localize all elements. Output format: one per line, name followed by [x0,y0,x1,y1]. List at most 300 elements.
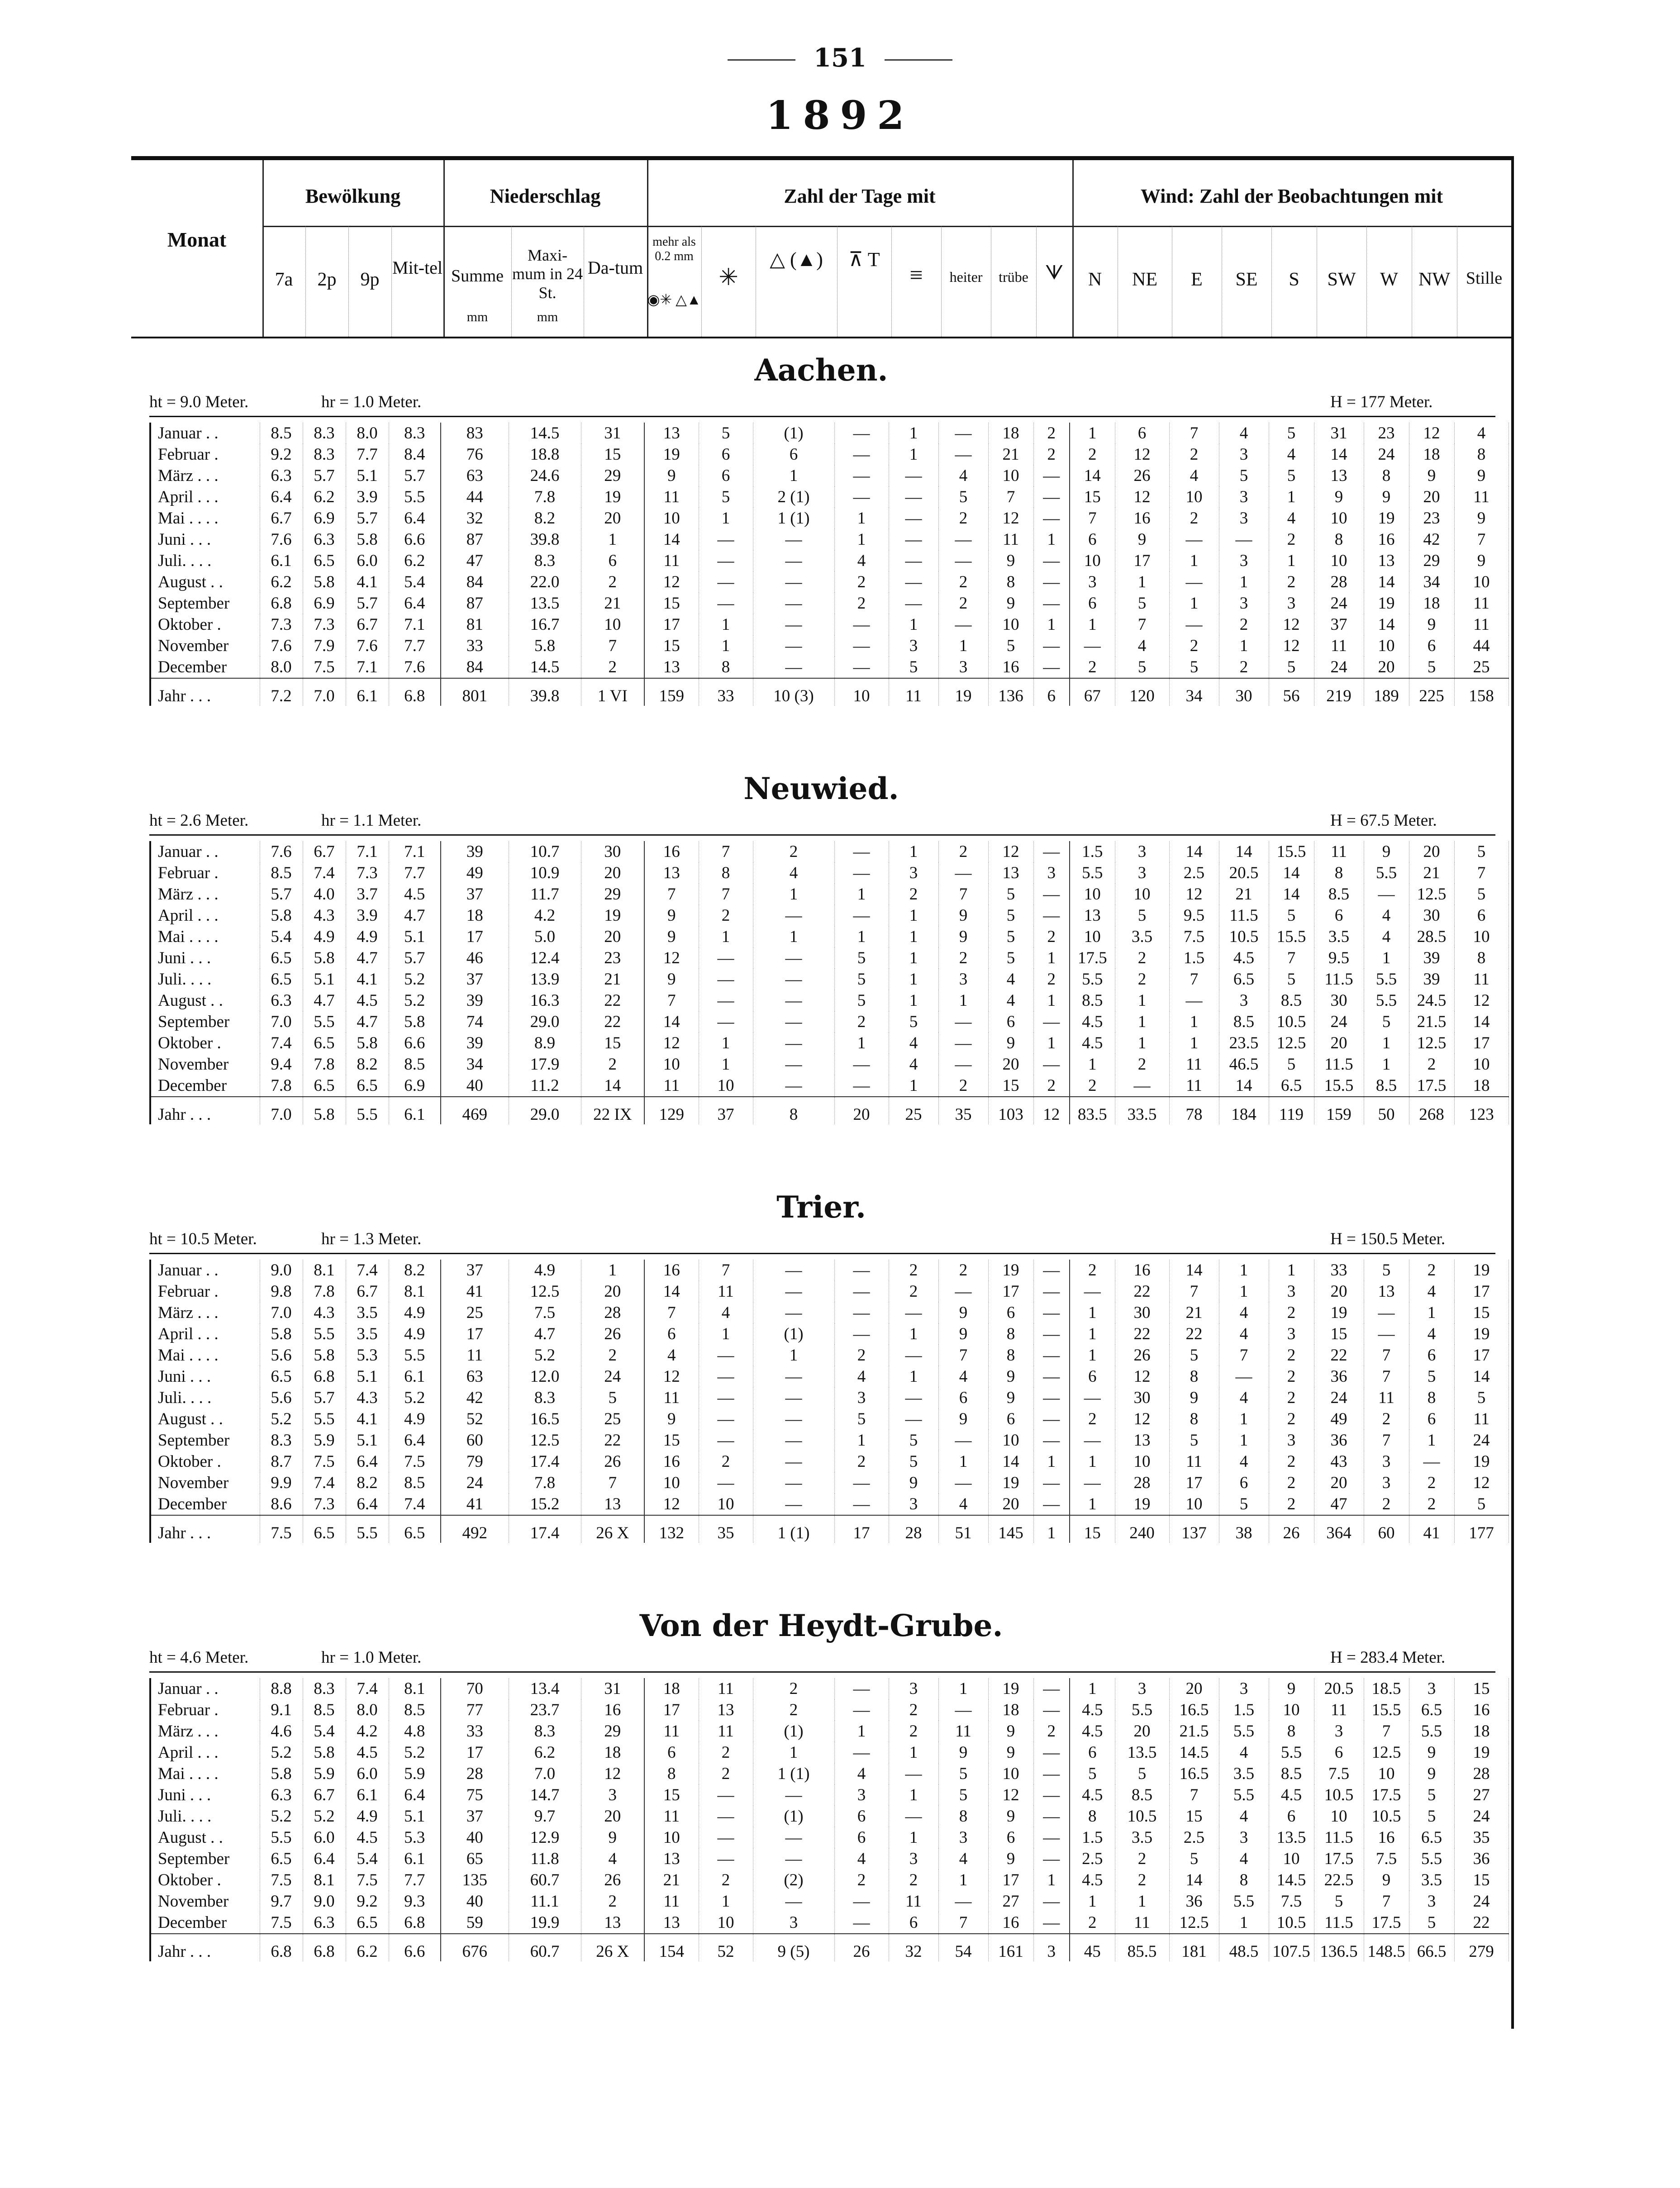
table-cell: — [889,593,938,614]
table-cell: 24.6 [509,465,581,486]
table-cell: 21 [644,1869,699,1891]
month-label: Januar . . [151,841,260,862]
table-row [151,635,1509,656]
table-cell: 15.5 [1364,1699,1409,1721]
table-cell: 17.9 [509,1054,581,1075]
table-cell: 19 [1314,1302,1364,1323]
table-cell: — [1033,1054,1070,1075]
table-cell: — [753,1387,834,1408]
table-cell: 29.0 [509,1011,581,1032]
table-row [151,1075,1509,1097]
table-cell: 17 [644,1699,699,1721]
table-cell: 1 [834,1032,889,1054]
table-cell: 22 [581,1430,644,1451]
table-cell: — [753,990,834,1011]
table-cell: — [834,1302,889,1323]
table-cell: 1 [834,508,889,529]
table-cell: 2 [1169,508,1219,529]
table-cell: 3 [889,1494,938,1515]
table-cell: 4 [1219,1387,1269,1408]
table-cell: 1 [938,1869,988,1891]
table-cell: 5 [889,1451,938,1472]
table-cell: 1 [1219,1408,1269,1430]
table-cell: 4.5 [1070,1011,1115,1032]
table-cell: — [753,1472,834,1494]
snow-icon: ✳ [719,265,738,290]
table-cell: 2 [581,1054,644,1075]
table-cell: — [938,1054,988,1075]
table-cell: 5.2 [260,1408,303,1430]
table-cell: 8.0 [346,423,389,444]
table-cell: 9 [1364,1869,1409,1891]
table-cell: 5 [1219,465,1269,486]
table-cell: 2 [1269,1387,1314,1408]
table-cell: 11 [1169,1451,1219,1472]
table-cell: 136.5 [1314,1934,1364,1961]
table-cell: — [1033,884,1070,905]
table-cell: — [889,1345,938,1366]
table-cell: 9 [889,1472,938,1494]
header-wind-se: SE [1235,269,1258,290]
table-cell: 26 [581,1869,644,1891]
table-cell: 48.5 [1219,1934,1269,1961]
header-niederschlag: Niederschlag [490,185,601,207]
month-label: Mai . . . . [151,926,260,947]
table-cell: 20 [1314,1281,1364,1302]
table-cell: 39.8 [509,678,581,706]
table-row [151,1784,1509,1806]
table-cell: 11 [1454,486,1509,508]
table-cell: 4.5 [1269,1784,1314,1806]
table-cell: 145 [988,1515,1033,1543]
table-cell: 22 [581,1011,644,1032]
table-cell: 11 [889,1891,938,1912]
table-cell: 1 [699,1054,753,1075]
station-height: H = 177 Meter. [1330,393,1433,411]
table-cell: 5 [938,1763,988,1784]
table-cell: 5.5 [303,1408,346,1430]
table-cell: 18 [1409,444,1454,465]
month-label: Mai . . . . [151,508,260,529]
table-cell: 6.8 [260,1934,303,1961]
table-cell: 10 [1070,550,1115,571]
table-cell: 8.7 [260,1451,303,1472]
table-cell: 8 [699,862,753,884]
table-cell: 132 [644,1515,699,1543]
table-cell: 5 [1409,1784,1454,1806]
table-cell: 5.7 [389,465,441,486]
table-cell: 3 [1219,550,1269,571]
table-cell: 5.5 [1409,1848,1454,1869]
table-cell: 42 [441,1387,509,1408]
table-cell: 21 [1219,884,1269,905]
table-cell: 20 [988,1054,1033,1075]
table-cell: 13 [1364,550,1409,571]
table-cell: 4.5 [1219,947,1269,969]
table-cell: 22 [1115,1323,1169,1345]
table-cell: 5 [988,926,1033,947]
table-cell: 17 [834,1515,889,1543]
table-cell: 2 [1409,1054,1454,1075]
table-cell: 9 [1364,486,1409,508]
table-cell: 39.8 [509,529,581,550]
table-cell: 5.0 [509,926,581,947]
table-cell: 6.7 [346,1281,389,1302]
table-cell: 1 [889,1323,938,1345]
header-wind-w: W [1380,269,1398,290]
table-cell: 3 [1219,1678,1269,1699]
table-cell: 5.5 [1115,1699,1169,1721]
table-cell: 5.5 [1219,1721,1269,1742]
table-cell: — [938,1281,988,1302]
station-table [151,841,1509,1124]
table-cell: 8.5 [1070,990,1115,1011]
table-row [151,508,1509,529]
table-cell: 2 [1269,571,1314,593]
table-cell: 1 [889,1784,938,1806]
table-cell: 4 [753,862,834,884]
table-cell: 41 [441,1281,509,1302]
table-cell: 9 [988,1806,1033,1827]
table-cell: 4 [1219,1451,1269,1472]
month-label: Jahr . . . [151,678,260,706]
station-top-rule [149,1253,1495,1254]
table-cell: 364 [1314,1515,1364,1543]
table-cell: 6.9 [389,1075,441,1097]
table-row [151,1848,1509,1869]
table-cell: 4 [1219,1848,1269,1869]
table-cell: 77 [441,1699,509,1721]
month-label: Juli. . . . [151,550,260,571]
table-cell: 5.2 [303,1806,346,1827]
table-cell: 3.5 [1115,926,1169,947]
table-cell: 4.7 [346,947,389,969]
table-cell: 16 [1115,508,1169,529]
table-cell: 6.5 [260,969,303,990]
table-cell: 20 [581,1806,644,1827]
table-cell: 9 [1269,1678,1314,1699]
table-row [151,486,1509,508]
table-cell: 9 [1454,508,1509,529]
table-cell: 12 [1409,423,1454,444]
table-cell: 3 [1269,593,1314,614]
table-row [151,990,1509,1011]
table-cell: 9.8 [260,1281,303,1302]
table-cell: 25 [889,1097,938,1124]
table-cell: 14 [1219,1075,1269,1097]
table-cell: 5.4 [389,571,441,593]
table-cell: 4.2 [346,1721,389,1742]
table-cell: 34 [1409,571,1454,593]
table-cell: 2 [699,1742,753,1763]
table-cell: — [938,423,988,444]
table-cell: 7.5 [260,1869,303,1891]
table-cell: 17.4 [509,1515,581,1543]
table-cell: 13 [699,1699,753,1721]
table-cell: — [753,1451,834,1472]
table-cell: 37 [441,1806,509,1827]
year-total-row [151,1515,1509,1543]
table-cell: 11 [644,1891,699,1912]
table-cell: 12 [988,508,1033,529]
table-cell: 1 [699,614,753,635]
table-cell: 8.3 [509,1721,581,1742]
header-b9: 9p [360,269,380,290]
table-cell: 11.5 [1314,1054,1364,1075]
table-cell: — [889,571,938,593]
table-frame [131,156,1514,2029]
table-cell: 8 [1314,862,1364,884]
table-cell: 7 [938,1345,988,1366]
table-cell: 7.6 [389,656,441,678]
table-cell: 1 [1169,1032,1219,1054]
table-cell: — [938,444,988,465]
table-cell: 63 [441,1366,509,1387]
table-cell: 6.4 [389,593,441,614]
table-cell: 2 [1269,1366,1314,1387]
station-ht: ht = 9.0 Meter. [149,393,249,411]
table-cell: 10 [699,1494,753,1515]
table-cell: 7 [938,884,988,905]
table-cell: 7 [1169,969,1219,990]
table-cell: 14 [1314,444,1364,465]
table-cell: 26 [581,1323,644,1345]
table-cell: 2 [834,571,889,593]
table-cell: — [1219,1366,1269,1387]
table-cell: 4.1 [346,969,389,990]
table-cell: — [753,1827,834,1848]
table-cell: 10 [1364,635,1409,656]
table-cell: 8 [644,1763,699,1784]
table-cell: 23.5 [1219,1032,1269,1054]
month-label: Juli. . . . [151,1387,260,1408]
table-cell: 8.5 [389,1699,441,1721]
month-label: Juli. . . . [151,969,260,990]
table-cell: 5.5 [1364,862,1409,884]
table-cell: 78 [1169,1097,1219,1124]
table-cell: 2 [1269,1345,1314,1366]
table-cell: — [1033,486,1070,508]
fog-icon: ≡ [909,262,923,288]
table-cell: 46 [441,947,509,969]
table-cell: — [834,1699,889,1721]
table-cell: 7.1 [389,841,441,862]
table-cell: 8 [1454,947,1509,969]
table-cell: 4.5 [1070,1721,1115,1742]
table-cell: 1 [753,884,834,905]
table-cell: 5.4 [346,1848,389,1869]
table-cell: 7.5 [1364,1848,1409,1869]
table-cell: — [1033,1763,1070,1784]
table-cell: — [1033,1784,1070,1806]
table-cell: 7.7 [389,1869,441,1891]
table-cell: 5 [1314,1891,1364,1912]
table-cell: 6 [1070,593,1115,614]
table-cell: 29 [581,884,644,905]
table-cell: 22 [581,990,644,1011]
station-table [151,1678,1509,1961]
table-cell: 7 [699,1260,753,1281]
table-row [151,614,1509,635]
table-cell: 9 [938,926,988,947]
table-cell: — [1409,1451,1454,1472]
table-cell: 1 [889,614,938,635]
table-cell: 56 [1269,678,1314,706]
table-cell: 7.4 [346,1260,389,1281]
table-cell: 11 [1314,1699,1364,1721]
table-cell: 9 [988,550,1033,571]
table-cell: 1 [699,635,753,656]
table-cell: 11 [889,678,938,706]
table-cell: 1 [1115,1032,1169,1054]
table-cell: 8.3 [509,1387,581,1408]
table-row [151,1912,1509,1934]
table-cell: 8.5 [1115,1784,1169,1806]
table-cell: 7 [938,1912,988,1934]
table-cell: 9.7 [509,1806,581,1827]
table-row [151,1472,1509,1494]
table-cell: 6.5 [346,1912,389,1934]
table-cell: 3.9 [346,486,389,508]
table-cell: 2 [699,905,753,926]
table-cell: 20 [1314,1472,1364,1494]
table-cell: 11 [1454,593,1509,614]
table-cell: — [834,465,889,486]
table-cell: 7.7 [389,862,441,884]
table-cell: 7.5 [303,1451,346,1472]
table-cell: 5 [1364,1260,1409,1281]
table-cell: 6.5 [260,1848,303,1869]
month-label: Juni . . . [151,1784,260,1806]
table-cell: 9 [644,969,699,990]
table-cell: 11.1 [509,1891,581,1912]
table-cell: 21 [581,969,644,990]
table-cell: — [699,550,753,571]
table-cell: 1 [1364,1054,1409,1075]
table-row [151,905,1509,926]
table-cell: 13.5 [1115,1742,1169,1763]
table-cell: 24 [441,1472,509,1494]
table-cell: 1 [1070,1302,1115,1323]
table-cell: 9 [1409,1742,1454,1763]
station-height: H = 150.5 Meter. [1330,1230,1446,1248]
table-cell: — [938,1032,988,1054]
table-cell: 25 [581,1408,644,1430]
table-cell: 39 [441,990,509,1011]
table-cell: 3 [1219,1827,1269,1848]
table-cell: 1 [753,1345,834,1366]
table-cell: 10 [699,1075,753,1097]
table-cell: 1 [834,1430,889,1451]
table-cell: 37 [699,1097,753,1124]
table-cell: 14.7 [509,1784,581,1806]
table-cell: 45 [1070,1934,1115,1961]
table-cell: 15 [1169,1806,1219,1827]
table-cell: 2 [581,1891,644,1912]
table-cell: — [889,550,938,571]
table-cell: 8 [1364,465,1409,486]
table-cell: 7.5 [346,1869,389,1891]
table-cell: 6 [699,444,753,465]
table-cell: 8 [1409,1387,1454,1408]
table-cell: 6.5 [1269,1075,1314,1097]
table-cell: 11.2 [509,1075,581,1097]
header-wind-s: S [1289,269,1299,290]
month-label: Januar . . [151,423,260,444]
table-cell: 1 [889,969,938,990]
table-cell: 4 [834,1366,889,1387]
header-summe: Summe [451,266,504,285]
table-cell: 1 [1169,593,1219,614]
table-cell: 6 [1314,905,1364,926]
table-cell: 5.2 [260,1806,303,1827]
table-cell: — [699,1387,753,1408]
table-cell: 5 [938,1784,988,1806]
table-cell: 3 [938,969,988,990]
table-cell: 5 [1269,465,1314,486]
station-top-rule [149,1671,1495,1673]
table-cell: 161 [988,1934,1033,1961]
table-cell: — [1033,508,1070,529]
table-cell: 2 [1070,444,1115,465]
table-cell: 3 [1219,593,1269,614]
table-cell: 12.5 [509,1430,581,1451]
table-cell: 5.8 [303,1742,346,1763]
table-cell: (1) [753,1721,834,1742]
table-cell: 6.0 [303,1827,346,1848]
table-cell: 5.1 [303,969,346,990]
table-cell: — [889,465,938,486]
month-label: Februar . [151,444,260,465]
table-cell: 5 [988,884,1033,905]
table-cell: 19 [1454,1260,1509,1281]
table-cell: — [753,593,834,614]
table-cell: 11 [644,1721,699,1742]
table-cell: 17.5 [1070,947,1115,969]
table-cell: 119 [1269,1097,1314,1124]
table-cell: 1 [581,529,644,550]
month-label: März . . . [151,1302,260,1323]
table-cell: 8.3 [389,423,441,444]
table-cell: — [834,423,889,444]
station-title: Trier. [776,1189,866,1225]
table-cell: 8 [1314,529,1364,550]
table-cell: 6 [988,1827,1033,1848]
table-cell: 21.5 [1169,1721,1219,1742]
table-cell: 6.4 [389,1784,441,1806]
table-cell: 3 [1314,1721,1364,1742]
table-cell: 51 [938,1515,988,1543]
table-cell: 4.1 [346,1408,389,1430]
table-cell: — [938,614,988,635]
header-wind-e: E [1191,269,1203,290]
table-cell: — [699,529,753,550]
table-cell: 12 [1169,884,1219,905]
table-cell: 7.6 [260,635,303,656]
table-cell: 2 [1115,1848,1169,1869]
table-cell: 1 [1033,1032,1070,1054]
table-row [151,1345,1509,1366]
table-cell: — [1033,1806,1070,1827]
table-cell: 19 [581,905,644,926]
table-cell: 5.8 [303,571,346,593]
table-cell: 4 [834,1763,889,1784]
table-cell: 13.9 [509,969,581,990]
table-cell: — [1033,841,1070,862]
table-cell: 18.5 [1364,1678,1409,1699]
table-cell: 5.1 [389,926,441,947]
table-cell: — [753,1784,834,1806]
